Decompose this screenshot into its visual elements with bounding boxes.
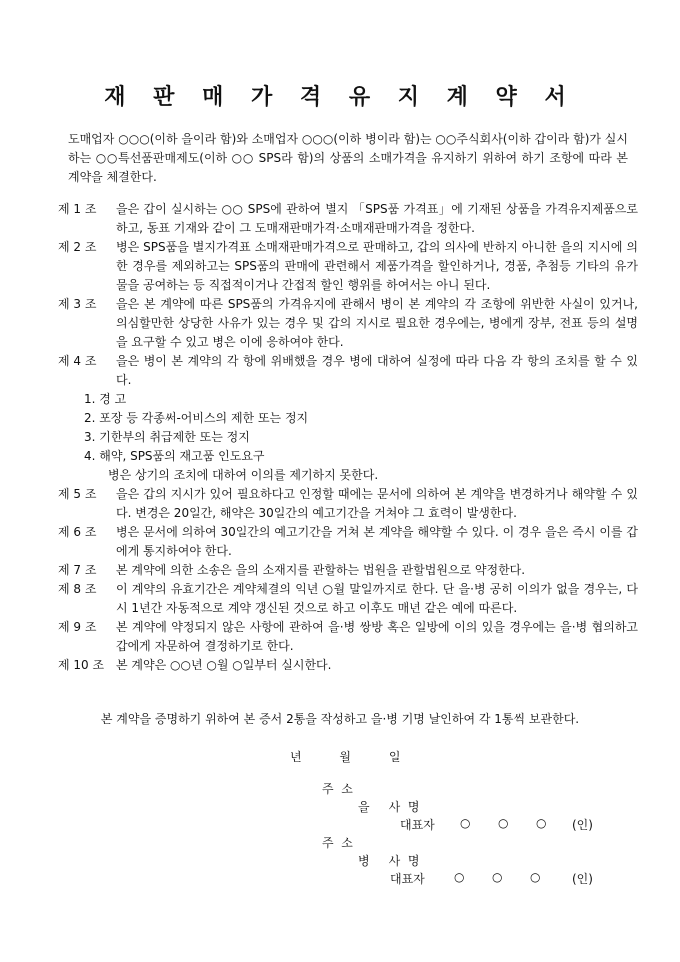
article-text: 이 계약의 유효기간은 계약체결의 익년 ○월 말일까지로 한다. 단 을·병 공히 이의가 없을 경우는, 다시 1년간 자동적으로 계약 갱신된 것으로 하고 이후도 매년 같은 예에 따른다. [116, 582, 638, 615]
byeong-mark: ○ [454, 870, 465, 884]
date-year: 년 [290, 750, 302, 764]
article-10 [58, 656, 638, 675]
byeong-mark: ○ [530, 870, 541, 884]
article-4 [58, 352, 638, 390]
article-text: 본 계약은 ○○년 ○월 ○일부터 실시한다. [116, 658, 332, 672]
article-label: 제 5 조 [58, 487, 97, 501]
article-3 [58, 295, 638, 352]
article-text: 을은 갑의 지시가 있어 필요하다고 인정할 때에는 문서에 의하여 본 계약을 변경하거나 해약할 수 있다. 변경은 20일간, 해약은 30일간의 예고기간을 거쳐야 그 효력이 발생한다. [116, 487, 638, 520]
article4-item: 4. 해약, SPS품의 재고품 인도요구 [84, 449, 265, 463]
article-9 [58, 618, 638, 656]
date-day: 일 [388, 750, 401, 764]
article-7 [58, 561, 638, 580]
article-8 [58, 580, 638, 618]
article-text: 을은 본 계약에 따른 SPS품의 가격유지에 관해서 병이 본 계약의 각 조항에 위반한 사실이 있거나, 의심할만한 상당한 사유가 있는 경우 및 갑의 지시로 필요한 경우에는, 병에게 장부, 전표 등의 설명을 요구할 수 있고 병은 이에 응하여야 한다. [116, 297, 638, 349]
article4-item: 1. 경 고 [84, 392, 127, 406]
article4-note: 병은 상기의 조치에 대하여 이의를 제기하지 못한다. [108, 468, 379, 482]
article-label: 제 4 조 [58, 354, 97, 368]
article-label: 제 7 조 [58, 563, 97, 577]
article-text: 을은 병이 본 계약의 각 항에 위배했을 경우 병에 대하여 실정에 따라 다음 각 항의 조치를 할 수 있다. [116, 354, 638, 387]
article-text: 을은 갑이 실시하는 ○○ SPS에 관하여 별지 「SPS품 가격표」에 기재된 상품을 가격유지제품으로 하고, 동표 기재와 같이 그 도매재판매가격·소매재판매가격을 정한다. [116, 202, 638, 235]
article-label: 제 3 조 [58, 297, 97, 311]
eul-name-label: 을 사 명 [358, 800, 420, 814]
articles-section [58, 200, 638, 675]
article-2 [58, 238, 638, 295]
article-text: 병은 문서에 의하여 30일간의 예고기간을 거쳐 본 계약을 해약할 수 있다. 이 경우 을은 즉시 이를 갑에게 통지하여야 한다. [116, 525, 638, 558]
article-5 [58, 485, 638, 523]
article-label: 제 10 조 [58, 658, 105, 672]
article-6 [58, 523, 638, 561]
article-label: 제 6 조 [58, 525, 97, 539]
byeong-rep-label: 대표자 [390, 872, 425, 886]
intro-paragraph: 도매업자 ○○○(이하 을이라 함)와 소매업자 ○○○(이하 병이라 함)는 ○○주식회사(이하 갑이라 함)가 실시하는 ○○특선품판매제도(이하 ○○ SPS라 함)의 상품의 소매가격을 유지하기 위하여 하기 조항에 따라 본 계약을 체결한다. [68, 132, 628, 184]
article4-item: 3. 기한부의 취급제한 또는 정지 [84, 430, 250, 444]
eul-seal: (인) [572, 818, 593, 832]
article-1 [58, 200, 638, 238]
byeong-name-label: 병 사 명 [358, 854, 420, 868]
byeong-mark: ○ [492, 870, 503, 884]
article-text: 본 계약에 약정되지 않은 사항에 관하여 을·병 쌍방 혹은 일방에 이의 있을 경우에는 을·병 협의하고 갑에게 자문하여 결정하기로 한다. [116, 620, 638, 653]
article-label: 제 1 조 [58, 202, 97, 216]
date-month: 월 [339, 750, 352, 764]
eul-mark: ○ [498, 816, 509, 830]
byeong-address-label: 주 소 [322, 836, 353, 850]
article-text: 본 계약에 의한 소송은 을의 소재지를 관할하는 법원을 관할법원으로 약정한다. [116, 563, 526, 577]
article-label: 제 8 조 [58, 582, 97, 596]
eul-rep-label: 대표자 [400, 818, 435, 832]
article-label: 제 2 조 [58, 240, 97, 254]
document-title: 재 판 매 가 격 유 지 계 약 서 [104, 85, 576, 110]
article-text: 병은 SPS품을 별지가격표 소매재판매가격으로 판매하고, 갑의 의사에 반하지 아니한 을의 지시에 의한 경우를 제외하고는 SPS품의 판매에 관련해서 제품가격을 할인하거나, 경품, 추첨등 기타의 유가물을 공여하는 등 직접적이거나 간접적 할인 행위를 하여서는 아니 된다. [116, 240, 638, 292]
byeong-seal: (인) [572, 872, 593, 886]
eul-address-label: 주 소 [322, 782, 353, 796]
closing-statement: 본 계약을 증명하기 위하여 본 증서 2통을 작성하고 을·병 기명 날인하여 각 1통씩 보관한다. [100, 712, 580, 726]
article4-item: 2. 포장 등 각종써-어비스의 제한 또는 정지 [84, 411, 309, 425]
eul-mark: ○ [460, 816, 471, 830]
article-label: 제 9 조 [58, 620, 97, 634]
eul-mark: ○ [536, 816, 547, 830]
date-line [290, 748, 400, 765]
